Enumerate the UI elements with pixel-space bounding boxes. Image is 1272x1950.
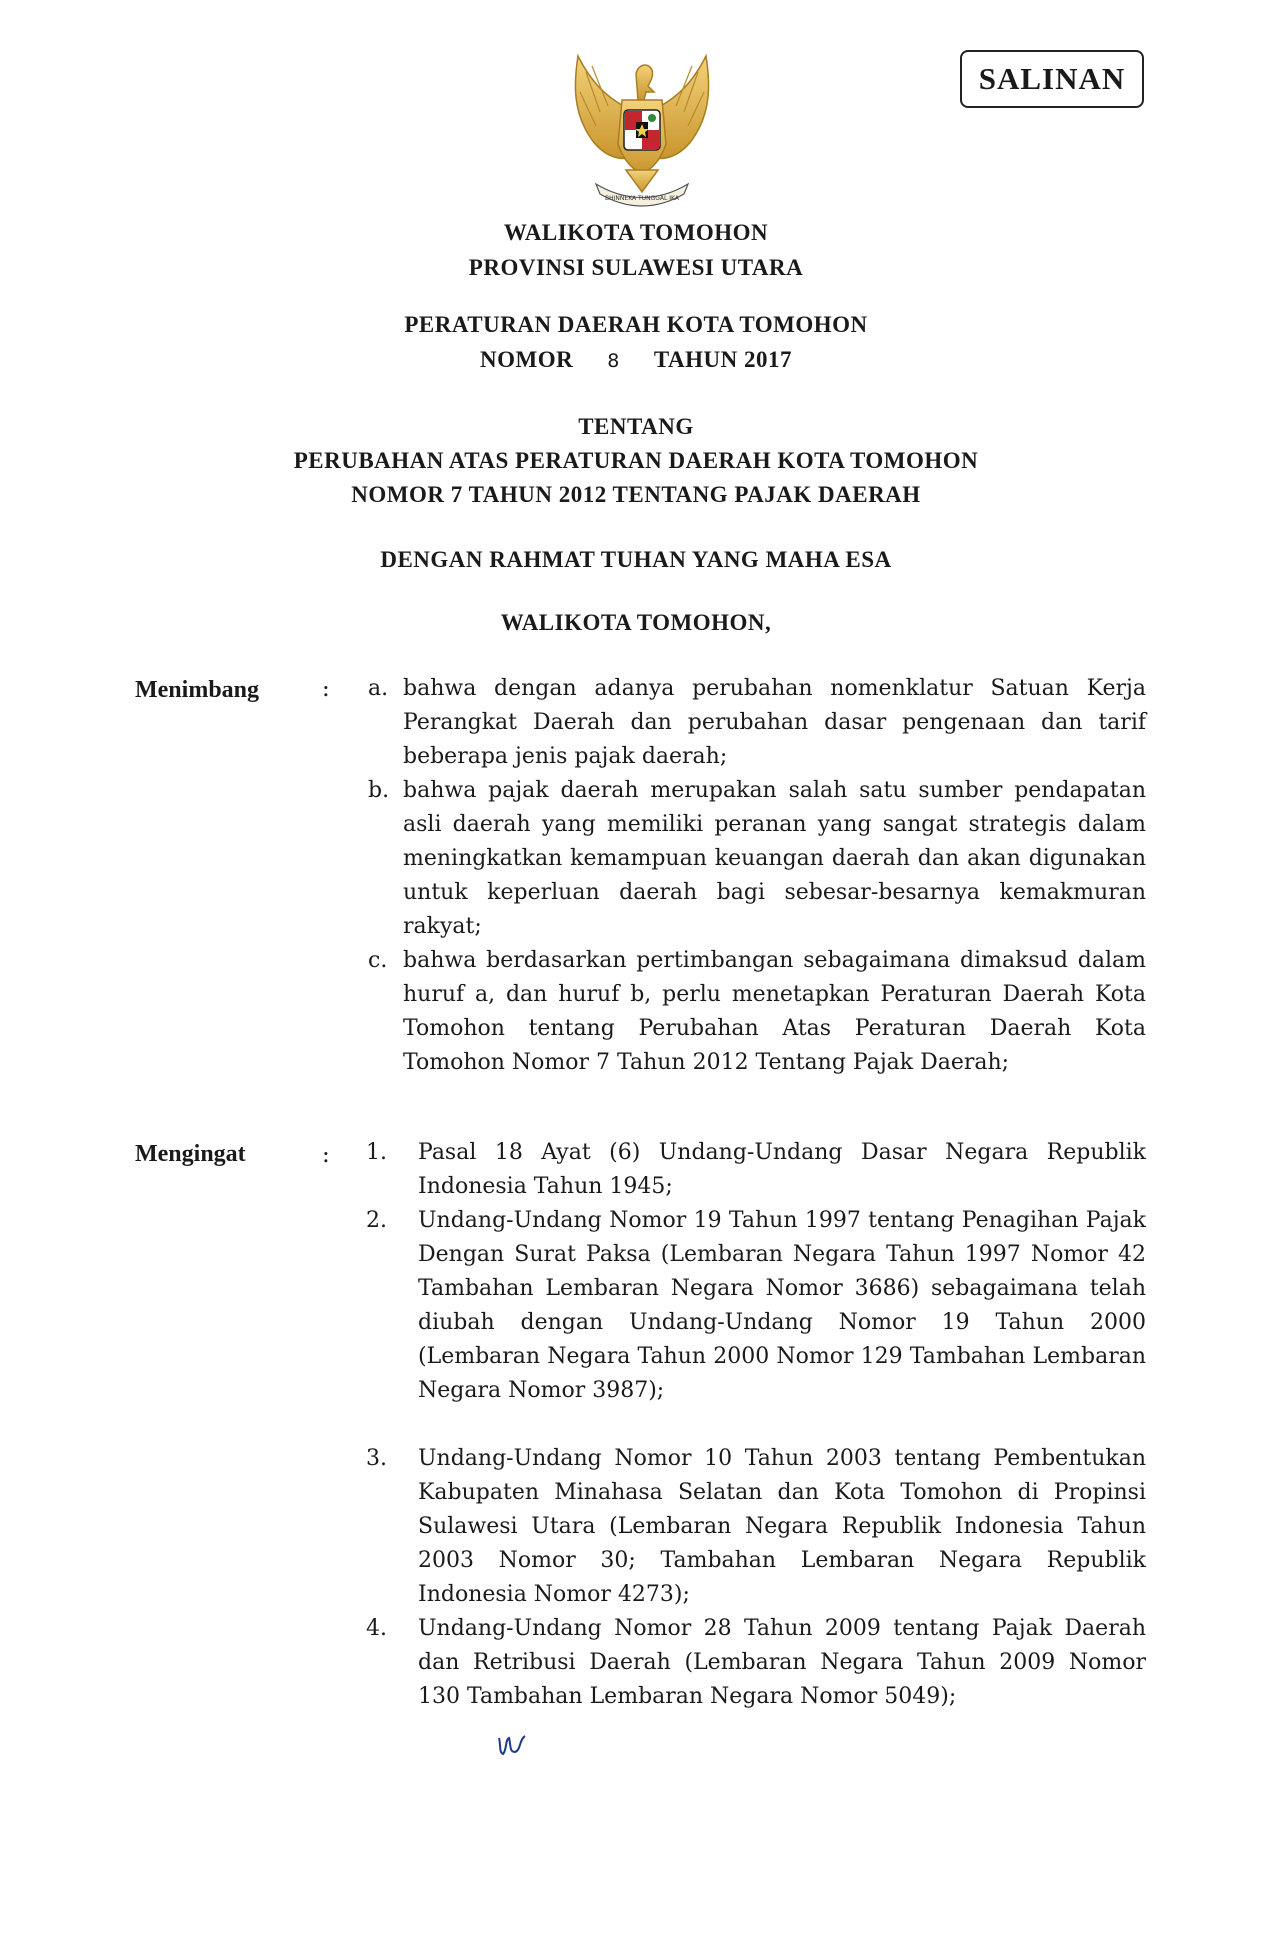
mengingat-item-2: Undang-Undang Nomor 19 Tahun 1997 tentang Penagihan Pajak Dengan Surat Paksa (Lembaran Negara Tahun 1997 Nomor 42 Tambahan Lembaran Negara Nomor 3686) sebagaimana telah diubah dengan Undang-Undang Nomor 19 Tahun 2000 (Lembaran Negara Tahun 2000 Nomor 129 Tambahan Lembaran Negara Nomor 3987); — [418, 1208, 1146, 1403]
tentang-heading: TENTANG — [578, 414, 694, 439]
mengingat-colon: : — [322, 1142, 330, 1168]
salinan-stamp: SALINAN — [960, 50, 1144, 108]
menimbang-item-b: bahwa pajak daerah merupakan salah satu sumber pendapatan asli daerah yang memiliki peranan yang sangat strategis dalam meningkatkan kemampuan keuangan daerah dan akan digunakan untuk keperluan daerah bagi sebesar-besarnya kemakmuran rakyat; — [403, 778, 1146, 939]
authority-line: WALIKOTA TOMOHON, — [500, 610, 772, 635]
nomor-value: 8 — [607, 350, 620, 372]
subject-line-1: PERUBAHAN ATAS PERATURAN DAERAH KOTA TOMOHON — [293, 448, 979, 473]
menimbang-colon: : — [322, 676, 330, 702]
menimbang-marker-a: a. — [368, 676, 389, 701]
nomor-label: NOMOR — [480, 347, 574, 372]
mengingat-marker-4: 4. — [366, 1616, 387, 1641]
mengingat-marker-3: 3. — [366, 1446, 387, 1471]
handwritten-initial-mark — [495, 1732, 529, 1756]
menimbang-label: Menimbang — [135, 677, 260, 703]
regulation-title: PERATURAN DAERAH KOTA TOMOHON — [404, 312, 868, 337]
subject-line-2: NOMOR 7 TAHUN 2012 TENTANG PAJAK DAERAH — [351, 482, 921, 507]
mengingat-item-1: Pasal 18 Ayat (6) Undang-Undang Dasar Negara Republik Indonesia Tahun 1945; — [418, 1140, 1146, 1199]
emblem-motto: BHINNEKA TUNGGAL IKA — [605, 195, 679, 202]
mengingat-marker-1: 1. — [366, 1140, 387, 1165]
menimbang-item-a: bahwa dengan adanya perubahan nomenklatur Satuan Kerja Perangkat Daerah dan perubahan dasar pengenaan dan tarif beberapa jenis pajak daerah; — [403, 676, 1146, 769]
garuda-pancasila-emblem-icon — [556, 52, 728, 212]
mengingat-label: Mengingat — [135, 1141, 246, 1167]
mengingat-item-4: Undang-Undang Nomor 28 Tahun 2009 tentang Pajak Daerah dan Retribusi Daerah (Lembaran Negara Tahun 2009 Nomor 130 Tambahan Lembaran Negara Nomor 5049); — [418, 1616, 1146, 1709]
menimbang-marker-c: c. — [368, 948, 388, 973]
mengingat-marker-2: 2. — [366, 1208, 387, 1233]
header-provinsi: PROVINSI SULAWESI UTARA — [468, 255, 804, 280]
header-walikota: WALIKOTA TOMOHON — [503, 220, 769, 245]
menimbang-marker-b: b. — [368, 778, 390, 803]
mengingat-item-3: Undang-Undang Nomor 10 Tahun 2003 tentang Pembentukan Kabupaten Minahasa Selatan dan Kota Tomohon di Propinsi Sulawesi Utara (Lembaran Negara Republik Indonesia Tahun 2003 Nomor 30; Tambahan Lembaran Negara Republik Indonesia Nomor 4273); — [418, 1446, 1146, 1607]
regulation-number-row — [0, 347, 1272, 373]
invocation: DENGAN RAHMAT TUHAN YANG MAHA ESA — [380, 547, 892, 572]
menimbang-item-c: bahwa berdasarkan pertimbangan sebagaimana dimaksud dalam huruf a, dan huruf b, perlu menetapkan Peraturan Daerah Kota Tomohon tentang Perubahan Atas Peraturan Daerah Kota Tomohon Nomor 7 Tahun 2012 Tentang Pajak Daerah; — [403, 948, 1146, 1075]
tahun-label: TAHUN 2017 — [653, 347, 792, 372]
